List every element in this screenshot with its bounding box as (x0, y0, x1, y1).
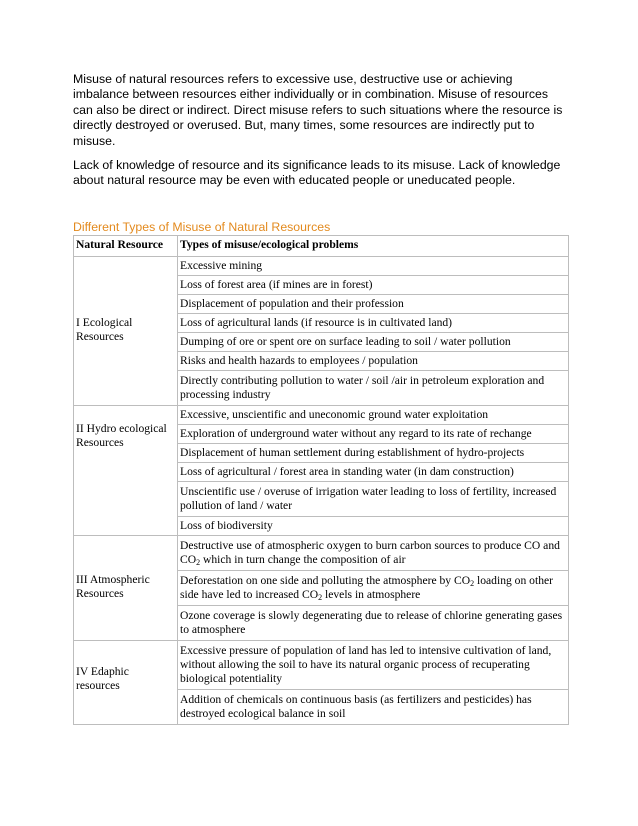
problem-cell: Addition of chemicals on continuous basis (as fertilizers and pesticides) has destroyed ecological balance in soil (178, 689, 569, 724)
knowledge-paragraph: Lack of knowledge of resource and its significance leads to its misuse. Lack of knowledge about natural resource may be even with educated people or uneducated people. (73, 158, 561, 188)
problem-cell: Excessive, unscientific and uneconomic ground water exploitation (178, 405, 569, 424)
problem-cell: Loss of biodiversity (178, 516, 569, 535)
table-header-row (74, 235, 569, 256)
header-natural-resource: Natural Resource (74, 235, 178, 256)
problem-cell: Directly contributing pollution to water / soil /air in petroleum exploration and processing industry (178, 370, 569, 405)
problem-cell: Deforestation on one side and polluting the atmosphere by $CO_2$ loading on other side have led to increased $CO_2$ levels in atmosphere (178, 570, 569, 605)
problem-cell: Destructive use of atmospheric oxygen to burn carbon sources to produce CO and $CO_2$ which in turn change the composition of air (178, 535, 569, 570)
table-row (74, 405, 569, 424)
problem-cell: Excessive mining (178, 256, 569, 275)
intro-paragraph: Misuse of natural resources refers to excessive use, destructive use or achieving imbalance between resources either individually or in combination. Misuse of resources can also be direct or indirect. Direct misuse refers to such situations where the resource is directly destroyed or overused. But, many times, some resources are indirectly put to misuse. (73, 72, 563, 148)
resource-cell-ecological: I Ecological Resources (74, 256, 178, 405)
resource-cell-atmospheric: III Atmospheric Resources (74, 535, 178, 640)
table-row (74, 256, 569, 275)
misuse-table (73, 235, 569, 725)
problem-cell: Displacement of human settlement during establishment of hydro-projects (178, 443, 569, 462)
problem-cell: Risks and health hazards to employees / population (178, 351, 569, 370)
problem-cell: Excessive pressure of population of land has led to intensive cultivation of land, without allowing the soil to have its natural organic process of recuperating biological potentiality (178, 640, 569, 689)
problem-cell: Dumping of ore or spent ore on surface leading to soil / water pollution (178, 332, 569, 351)
document-page (73, 72, 569, 725)
problem-cell: Exploration of underground water without any regard to its rate of rechange (178, 424, 569, 443)
problem-cell: Loss of agricultural / forest area in standing water (in dam construction) (178, 462, 569, 481)
problem-cell: Displacement of population and their profession (178, 294, 569, 313)
section-heading: Different Types of Misuse of Natural Resources (73, 219, 331, 234)
problem-cell: Ozone coverage is slowly degenerating due to release of chlorine generating gases to atmosphere (178, 605, 569, 640)
table-row (74, 535, 569, 570)
resource-cell-hydro: II Hydro ecological Resources (74, 405, 178, 535)
table-row (74, 640, 569, 689)
header-types-of-misuse: Types of misuse/ecological problems (178, 235, 569, 256)
problem-cell: Unscientific use / overuse of irrigation water leading to loss of fertility, increased pollution of land / water (178, 481, 569, 516)
resource-cell-edaphic: IV Edaphic resources (74, 640, 178, 724)
problem-cell: Loss of forest area (if mines are in forest) (178, 275, 569, 294)
problem-cell: Loss of agricultural lands (if resource is in cultivated land) (178, 313, 569, 332)
